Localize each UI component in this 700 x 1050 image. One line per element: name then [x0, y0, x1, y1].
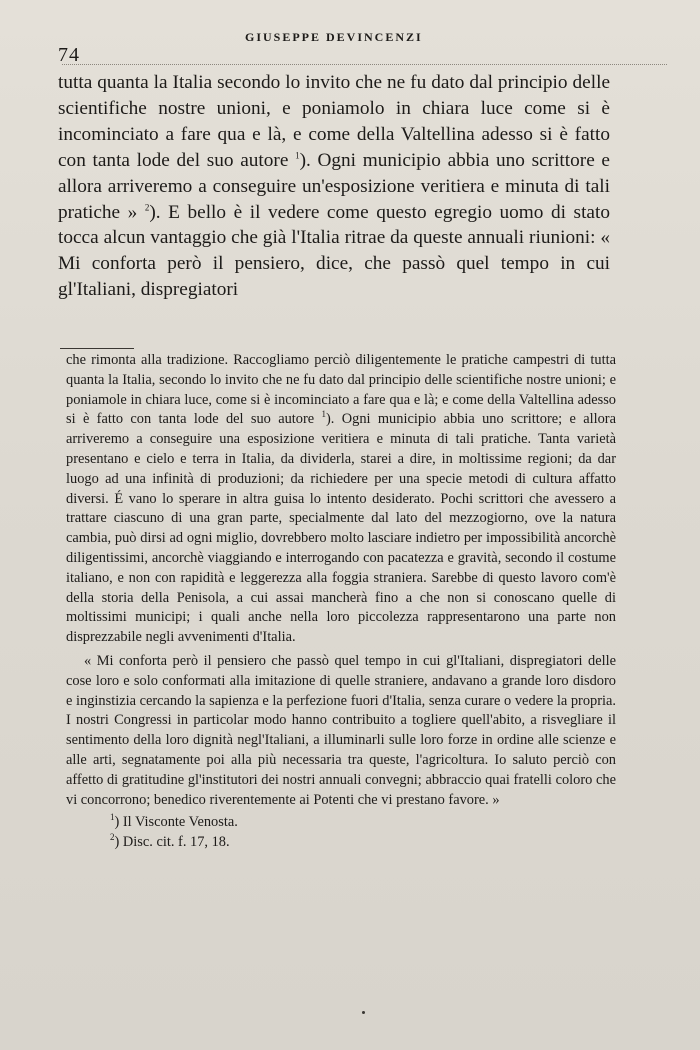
notes-text: che rimonta alla tradizione. Raccogliamo perciò diligentemente le pratiche campestri di tutta quanta la Italia, secondo lo invito che ne fu dato dal principio delle scientifiche nostre unioni; e poniamole in chiara luce, come si è incominciato a fare qua e là; e come della Valtellina adesso si è fatto con tanta lode del suo autore: [66, 352, 616, 428]
page-number: 74: [58, 44, 80, 66]
footnote-list: [66, 812, 616, 852]
notes-block: [66, 351, 616, 852]
header-rule: [62, 64, 667, 65]
footnote-ref: 1: [295, 150, 300, 161]
footnote-ref: 2: [144, 202, 150, 213]
notes-divider: [60, 348, 134, 349]
footnote-marker: 1: [110, 812, 115, 823]
main-text-part: tutta quanta la Italia secondo lo invito che ne fu dato dal principio delle scientifiche nostre unioni, e poniamolo in chiara luce come si è incominciato a fare qua e là, e come della Valtellina adesso si è fatto con tanta lode del suo autore: [58, 72, 610, 171]
notes-text: ). Ogni municipio abbia uno scrittore; e allora arriveremo a conseguire una esposizione veritiera e minuta di tali pratiche. Tanta varietà presentano e cielo e terra in Italia, da dividerla, starei a dire, in moltissime regioni; da dar luogo ad una infinità di produzioni; da richiedere per una specie metodi di cultura affatto diversi. É vano lo sperare in altra guisa lo intento desiderato. Pochi scrittori che avessero a trattare ciascuno di una gran parte, specialmente dal lato del mezzogiorno, ove la natura cambia, può dirsi ad ogni miglio, dovrebbero molto lasciare indietro per impossibilità ancorchè diligentissimi, ancorchè viaggiando e interrogando con pacatezza e gravità, secondo il costume italiano, e non con rapidità e leggerezza alla foggia straniera. Sarebbe di questo lavoro com'è della storia della Penisola, a cui assai mancherà fino a che non si conoscano quelle di moltissimi municipi; i quali anche nella loro piccolezza rappresentarono una parte non disprezzabile negli avvenimenti d'Italia.: [66, 411, 616, 646]
footnote: [66, 832, 616, 852]
footnote-ref: 1: [321, 409, 326, 420]
notes-paragraph: [66, 351, 616, 648]
main-text-part: ). Ogni municipio abbia uno scrittore e allora arriveremo a conseguire un'esposizione veritiera e minuta di tali pratiche »: [58, 149, 610, 223]
running-head: GIUSEPPE DEVINCENZI: [245, 30, 423, 44]
footnote: [66, 812, 616, 832]
notes-quote: « Mi conforta però il pensiero che passò quel tempo in cui gl'Italiani, dispregiatori delle cose loro e solo conformati alla imitazione di quelle straniere, andavano a grande loro disdoro e inginstizia cercando la sapienza e la perfezione fuori d'Italia, senza curare o vedere la propria. I nostri Congressi in particolar modo hanno contribuito a togliere quell'abito, a risvegliare il sentimento della loro dignità negl'Italiani, a illuminarli sulle loro forze in ordine alle scienze e alle arti, segnatamente poi alla più necessaria tra queste, l'agricoltura. Io saluto perciò con affetto di gratitudine gl'institutori dei nostri annuali convegni; abbraccio quai fratelli coloro che vi concorrono; benedico riverentemente ai Potenti che vi prestano favore. »: [66, 652, 616, 808]
footnote-marker: 2: [110, 832, 115, 843]
page-speck: [362, 1011, 365, 1014]
main-text-part: ). E bello è il vedere come questo egregio uomo di stato tocca alcun vantaggio che già l'Italia ritrae da queste annuali riunioni: « Mi conforta però il pensiero, dice, che passò quel tempo in cui gl'Italiani, dispregiatori: [58, 201, 610, 301]
footnote-text: ) Il Visconte Venosta.: [114, 814, 238, 831]
main-text: [58, 70, 610, 303]
footnote-text: ) Disc. cit. f. 17, 18.: [114, 834, 230, 851]
main-paragraph: [58, 70, 610, 303]
